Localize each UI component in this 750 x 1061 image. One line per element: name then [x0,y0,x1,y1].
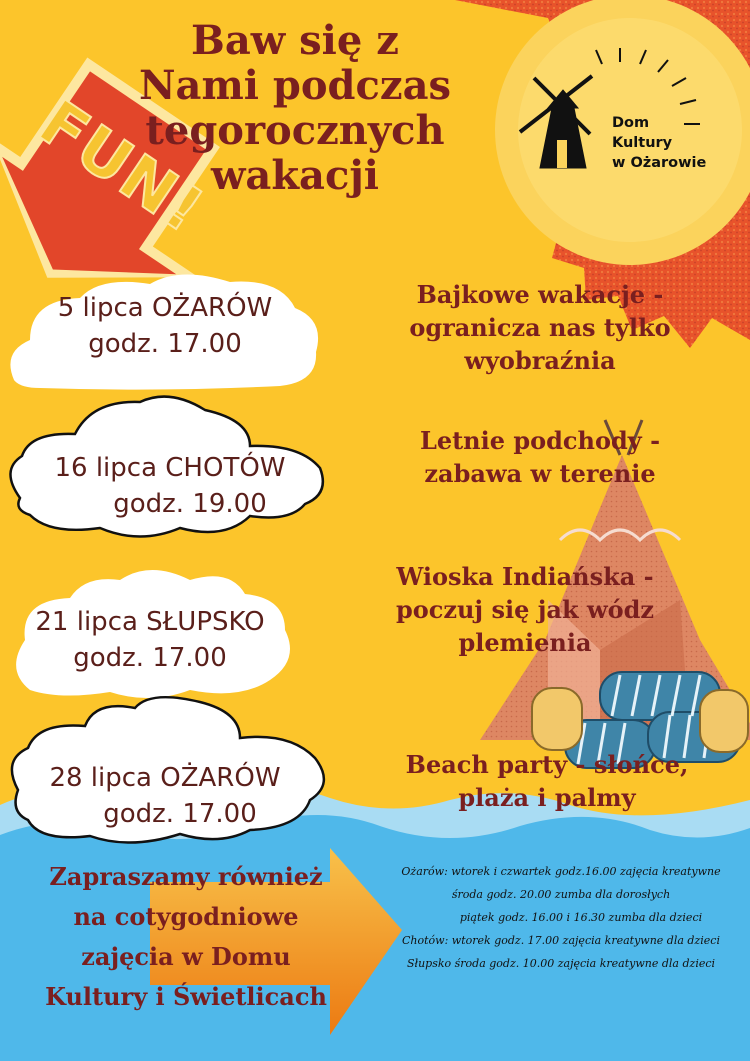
invite-line: zajęcia w Domu [81,942,291,971]
date-cloud-4 [20,760,310,832]
schedule-line: Słupsko środa godz. 10.00 zajęcia kreatywne dla dzieci [406,957,716,970]
date-cloud-1 [20,290,310,362]
schedule-line: Ożarów: wtorek i czwartek godz.16.00 zajęcia kreatywne [401,865,721,878]
logo-line: Dom [612,115,650,131]
date-line: 16 lipca CHOTÓW [54,453,286,483]
event-line: zabawa w terenie [424,459,656,488]
invite-line: Kultury i Świetlicach [45,982,327,1011]
invite-line: na cotygodniowe [73,902,299,931]
invite-line: Zapraszamy również [49,862,323,891]
date-cloud-2 [20,450,320,522]
schedule-line: Chotów: wtorek godz. 17.00 zajęcia kreatywne dla dzieci [402,934,720,947]
date-line: 5 lipca OŻARÓW [57,293,273,323]
event-line: Bajkowe wakacje - [416,280,664,309]
event-3 [335,560,715,659]
event-4 [352,748,742,814]
event-line: Letnie podchody - [419,426,661,455]
time-line: godz. 17.00 [88,329,242,359]
logo-line: w Ożarowie [612,155,707,171]
schedule-line: piątek godz. 16.00 i 16.30 zumba dla dzieci [459,911,703,924]
title-line: wakacji [210,152,379,199]
title-line: Baw się z [191,17,399,64]
date-line: 21 lipca SŁUPSKO [35,607,265,637]
event-line: plemienia [458,628,592,657]
logo [612,113,706,173]
event-2 [350,424,730,490]
event-1 [350,278,730,377]
event-line: plaża i palmy [458,783,636,812]
date-line: 28 lipca OŻARÓW [49,763,281,793]
logo-line: Kultury [612,135,673,151]
weekly-schedule [376,860,746,975]
time-line: godz. 19.00 [113,489,267,519]
event-line: Beach party - słońce, [405,750,689,779]
event-line: poczuj się jak wódz [395,595,655,624]
time-line: godz. 17.00 [103,799,257,829]
date-cloud-3 [10,604,290,676]
title-line: tegorocznych [145,107,445,154]
invite-text [12,857,360,1017]
event-line: wyobraźnia [464,346,616,375]
time-line: godz. 17.00 [73,643,227,673]
event-line: ogranicza nas tylko [409,313,671,342]
title-line: Nami podczas [138,62,452,109]
schedule-line: środa godz. 20.00 zumba dla dorosłych [451,888,671,901]
event-line: Wioska Indiańska - [396,562,654,591]
fun-badge-lettering: FUN! [26,85,218,248]
